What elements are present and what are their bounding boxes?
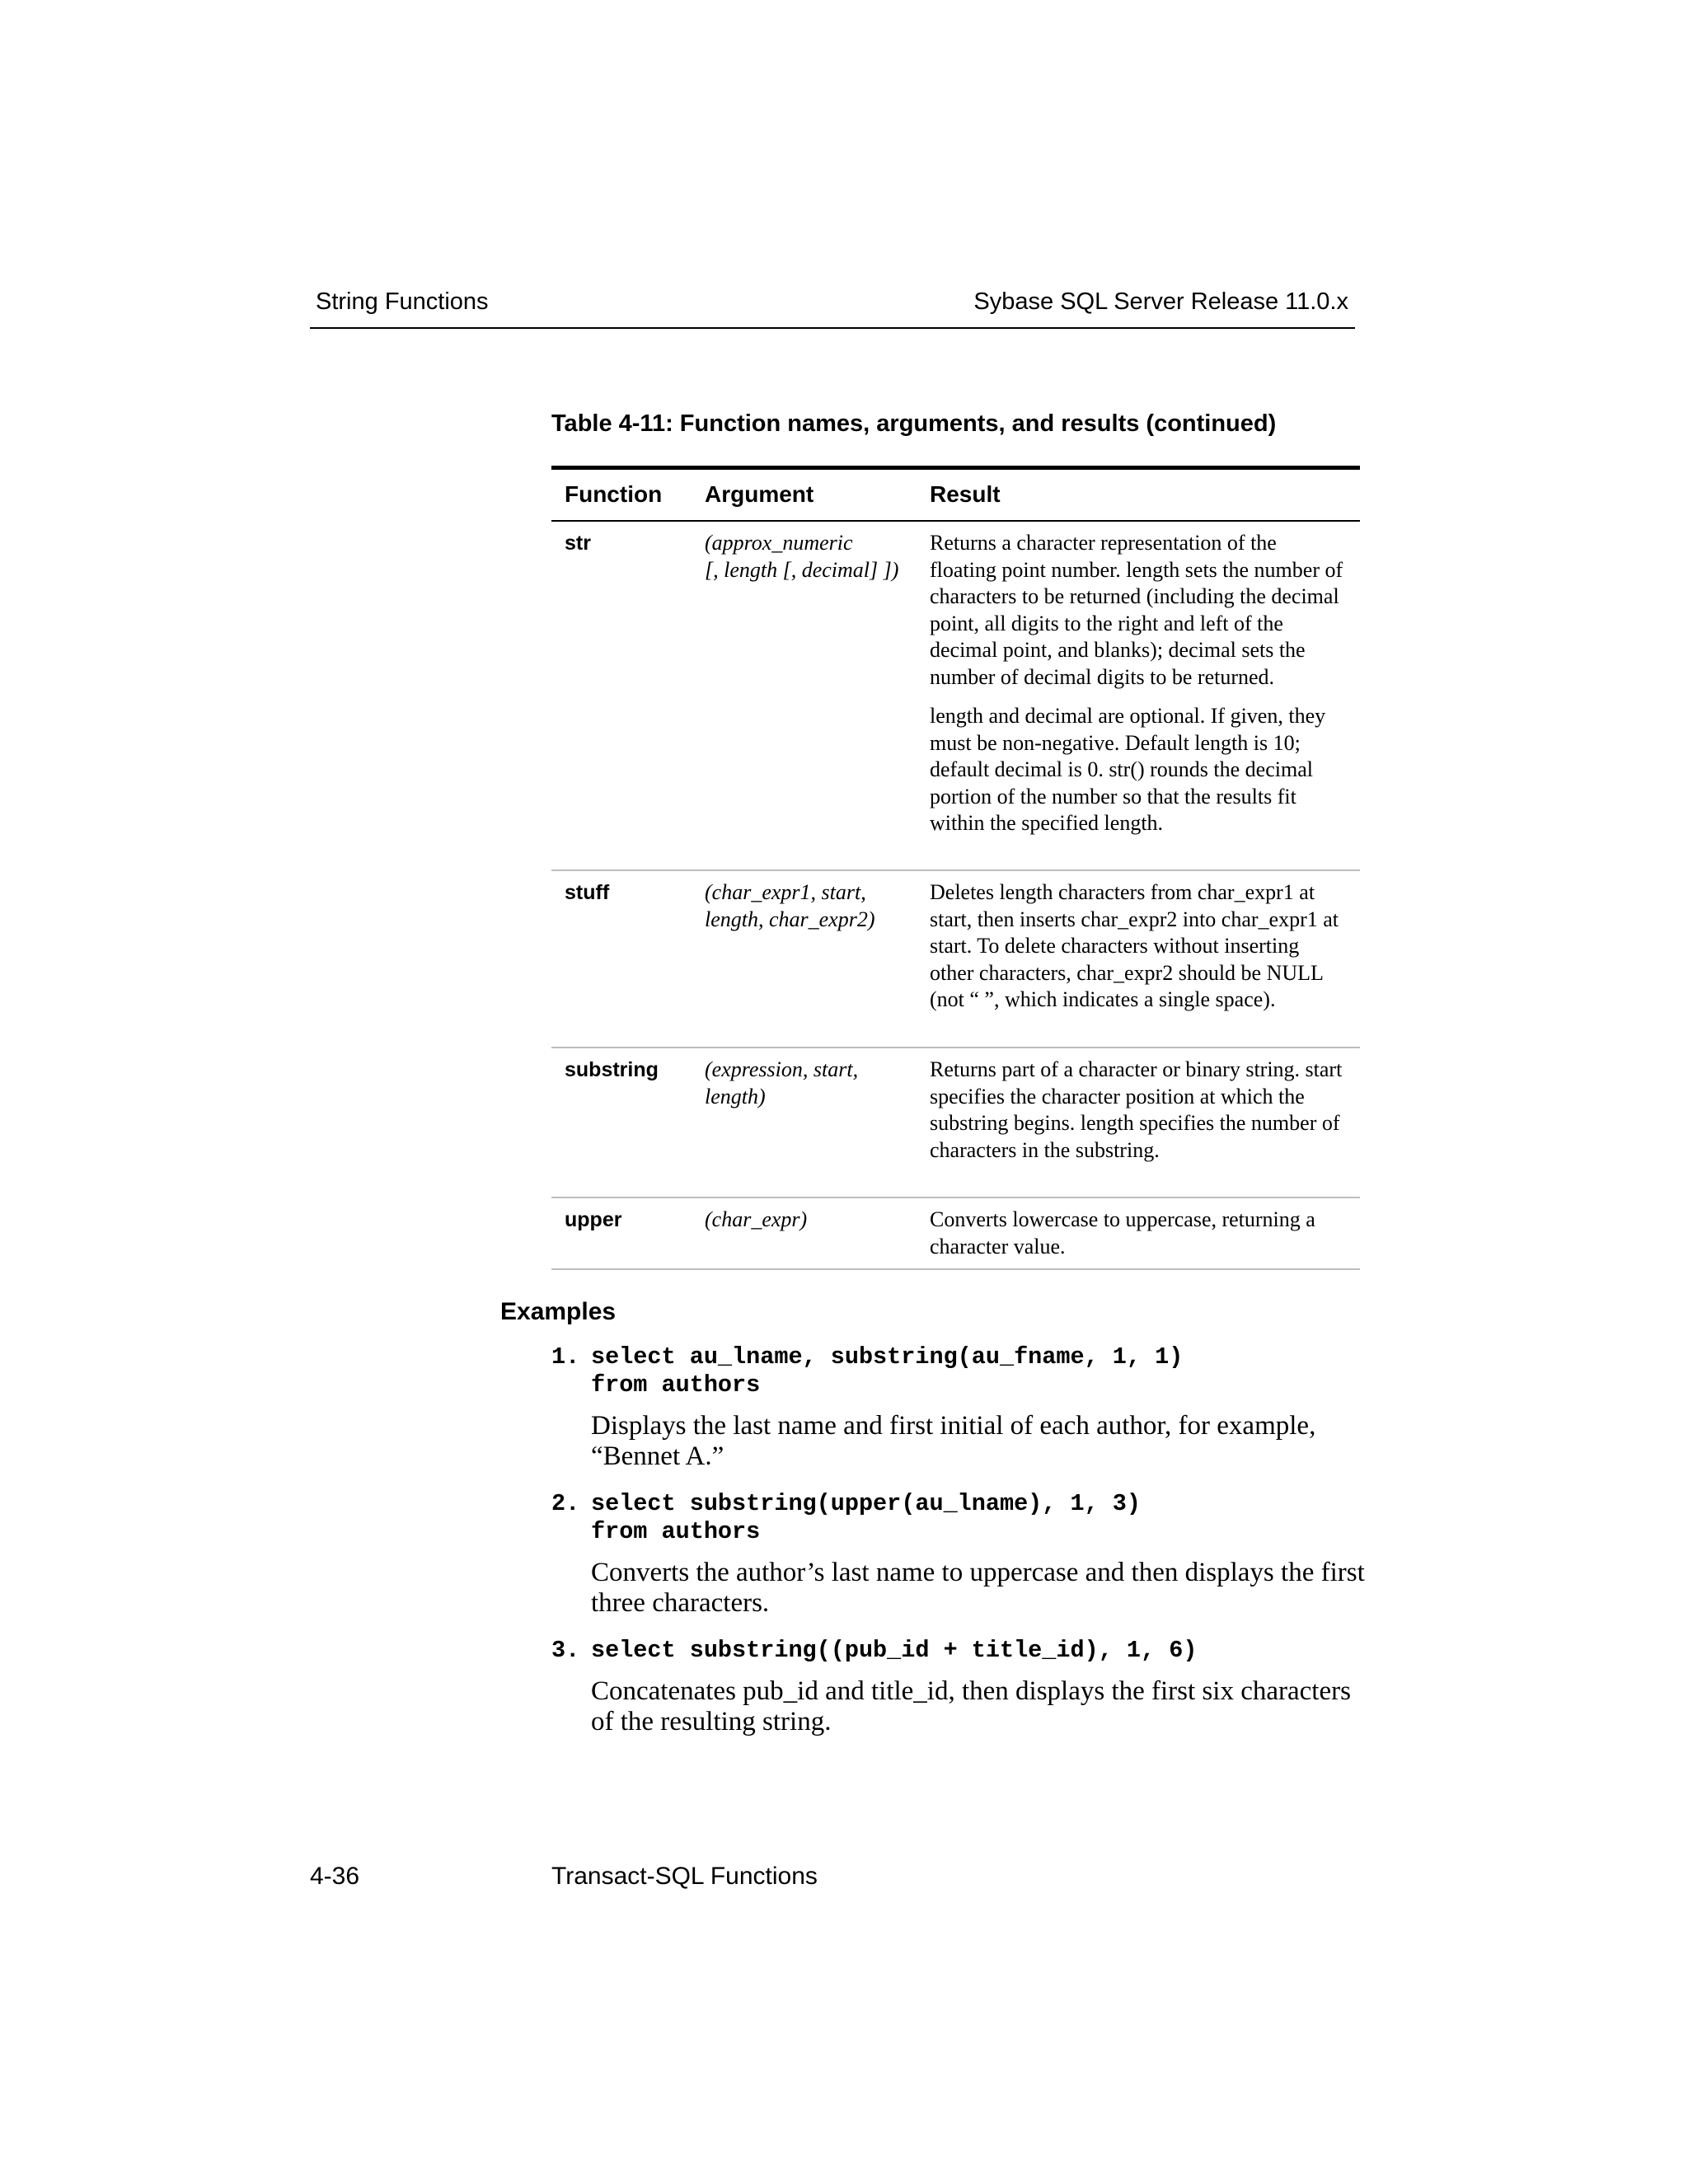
running-header-section: String Functions [316, 288, 489, 315]
running-header-product: Sybase SQL Server Release 11.0.x [973, 288, 1348, 315]
column-header-function: Function [551, 468, 692, 522]
column-header-argument: Argument [692, 468, 917, 522]
example-number: 1. [551, 1343, 580, 1371]
example-number: 2. [551, 1490, 580, 1517]
function-argument [692, 1197, 917, 1269]
argument-line: (expression, start, [705, 1057, 859, 1081]
header-rule [310, 327, 1355, 329]
example-description: Concatenates pub_id and title_id, then displays the first six characters of the resulting string. [591, 1676, 1351, 1736]
function-argument [692, 521, 917, 870]
function-name: substring [551, 1047, 692, 1197]
example-description: Displays the last name and first initial of each author, for example, “Bennet A.” [591, 1411, 1316, 1471]
table-caption: Table 4-11: Function names, arguments, and results (continued) [551, 410, 1277, 437]
code-line: from authors [591, 1371, 761, 1399]
argument-line: (approx_numeric [705, 531, 853, 555]
example-item [551, 1343, 1367, 1472]
argument-line: length, char_expr2) [705, 907, 875, 931]
function-result [917, 1197, 1360, 1269]
column-header-result: Result [917, 468, 1360, 522]
result-paragraph: length and decimal are optional. If given, they must be non-negative. Default length is 10; default decimal is 0. str() rounds the decimal portion of the number so that the results fit within the specified length. [930, 704, 1326, 835]
example-code [551, 1637, 1367, 1665]
code-line: select substring(upper(au_lname), 1, 3) [591, 1490, 1142, 1517]
function-table [551, 466, 1360, 1270]
function-name: upper [551, 1197, 692, 1269]
page-number: 4-36 [310, 1863, 360, 1890]
code-line: from authors [591, 1518, 761, 1545]
argument-line: [, length [, decimal] ]) [705, 557, 899, 582]
example-code [551, 1490, 1367, 1546]
table-row [551, 1047, 1360, 1197]
code-line: select substring((pub_id + title_id), 1, 6) [591, 1637, 1198, 1664]
result-paragraph: Returns a character representation of the floating point number. length sets the number of characters to be returned (including the decimal point, all digits to the right and left of the decimal point, and blanks); decimal sets the number of decimal digits to be returned. [930, 531, 1343, 689]
argument-line: (char_expr) [705, 1207, 808, 1231]
function-name: str [551, 521, 692, 870]
function-result [917, 1047, 1360, 1197]
example-description: Converts the author’s last name to uppercase and then displays the first three characters. [591, 1558, 1365, 1618]
function-name: stuff [551, 870, 692, 1047]
example-number: 3. [551, 1637, 580, 1664]
table-row [551, 521, 1360, 870]
examples-heading: Examples [500, 1298, 617, 1325]
result-paragraph: Returns part of a character or binary string. start specifies the character position at which the substring begins. length specifies the number of characters in the substring. [930, 1057, 1343, 1162]
function-argument [692, 1047, 917, 1197]
example-item [551, 1490, 1367, 1619]
function-result [917, 521, 1360, 870]
example-item [551, 1637, 1367, 1737]
table-header-row [551, 468, 1360, 522]
table-row [551, 1197, 1360, 1269]
function-result [917, 870, 1360, 1047]
table-row [551, 870, 1360, 1047]
result-paragraph: Converts lowercase to uppercase, returning a character value. [930, 1207, 1315, 1258]
argument-line: (char_expr1, start, [705, 880, 866, 904]
code-line: select au_lname, substring(au_fname, 1, 1) [591, 1343, 1184, 1371]
result-paragraph: Deletes length characters from char_expr1 at start, then inserts char_expr2 into char_expr1 at start. To delete characters without inserting other characters, char_expr2 should be NULL (not “ ”, which indicates a single space). [930, 880, 1339, 1011]
argument-line: length) [705, 1084, 766, 1108]
function-argument [692, 870, 917, 1047]
example-code [551, 1343, 1367, 1399]
footer-section-title: Transact-SQL Functions [551, 1863, 818, 1890]
